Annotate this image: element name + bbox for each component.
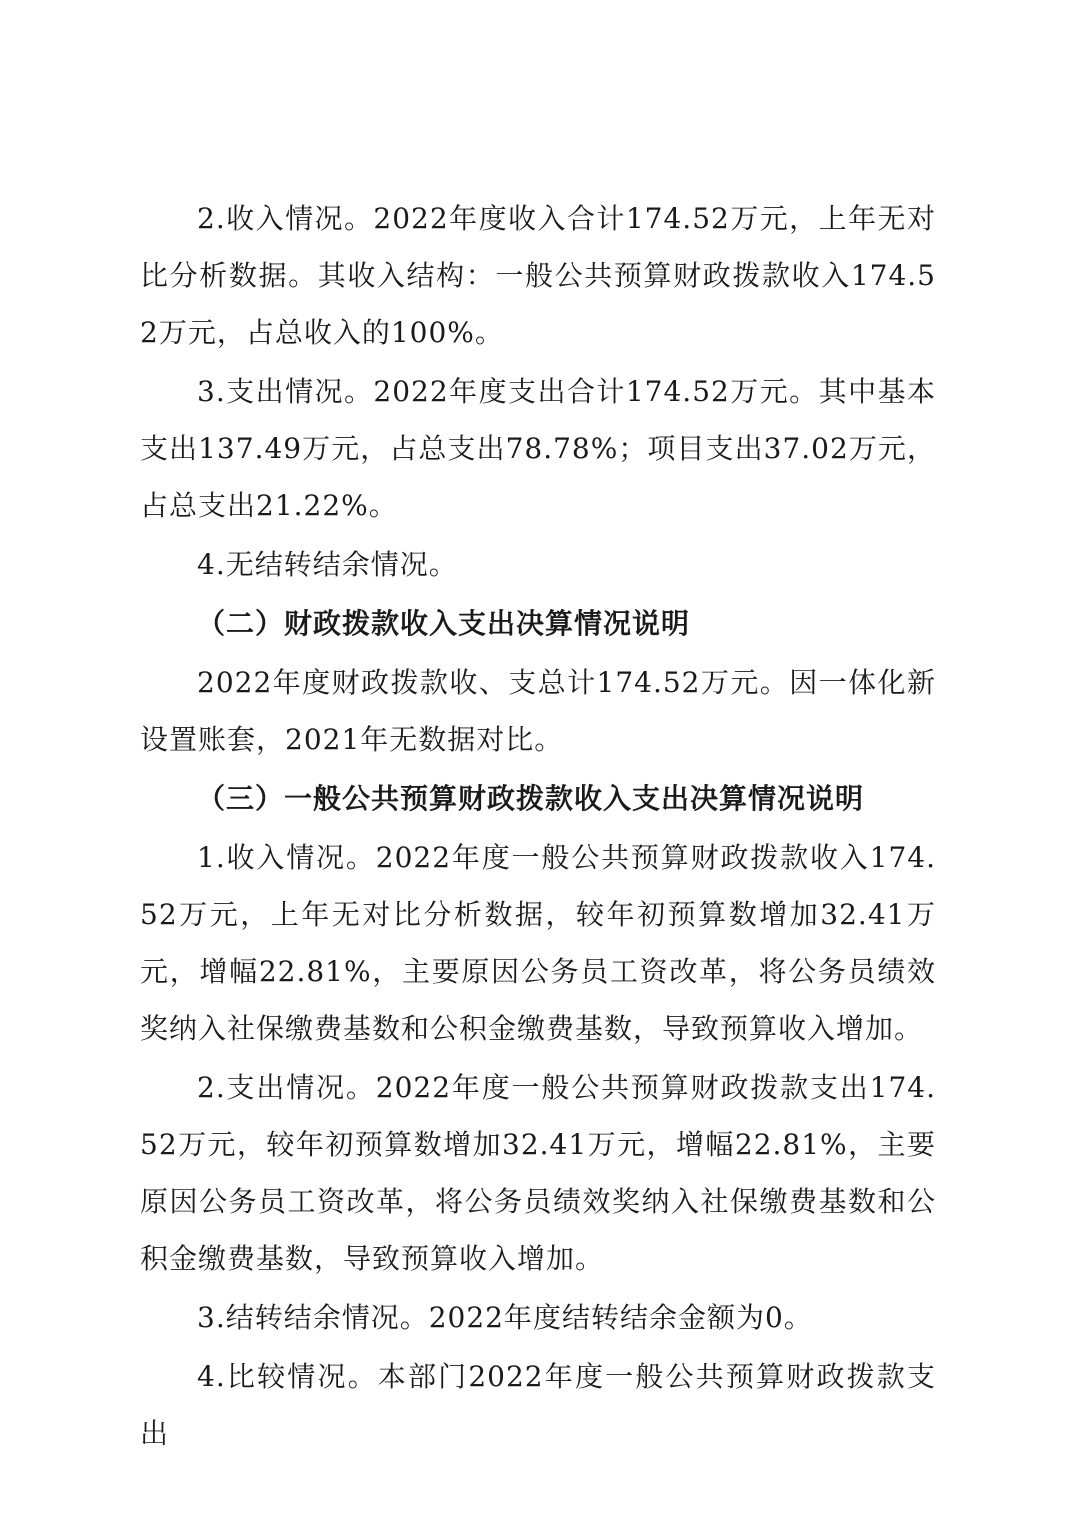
document-page: [140, 190, 936, 1464]
paragraph-comparison: 4.比较情况。本部门2022年度一般公共预算财政拨款支出: [140, 1360, 936, 1450]
paragraph-expenditure: 3.支出情况。2022年度支出合计174.52万元。其中基本支出137.49万元，占总支出78.78%；项目支出37.02万元，占总支出21.22%。: [140, 375, 936, 522]
paragraph-general-carryover: 3.结转结余情况。2022年度结转结余金额为0。: [197, 1301, 813, 1334]
paragraph-fiscal-total: 2022年度财政拨款收、支总计174.52万元。因一体化新设置账套，2021年无数据对比。: [140, 666, 936, 756]
paragraph-general-income: 1.收入情况。2022年度一般公共预算财政拨款收入174.52万元，上年无对比分析数据，较年初预算数增加32.41万元，增幅22.81%，主要原因公务员工资改革，将公务员绩效奖纳入社保缴费基数和公积金缴费基数，导致预算收入增加。: [140, 841, 936, 1045]
paragraph-income: 2.收入情况。2022年度收入合计174.52万元，上年无对比分析数据。其收入结构：一般公共预算财政拨款收入174.52万元，占总收入的100%。: [140, 202, 936, 349]
section-heading-3: （三）一般公共预算财政拨款收入支出决算情况说明: [197, 782, 865, 815]
paragraph-carryover: 4.无结转结余情况。: [197, 548, 458, 581]
section-heading-2: （二）财政拨款收入支出决算情况说明: [197, 607, 691, 640]
paragraph-general-expenditure: 2.支出情况。2022年度一般公共预算财政拨款支出174.52万元，较年初预算数增加32.41万元，增幅22.81%，主要原因公务员工资改革，将公务员绩效奖纳入社保缴费基数和公积金缴费基数，导致预算收入增加。: [140, 1071, 936, 1275]
